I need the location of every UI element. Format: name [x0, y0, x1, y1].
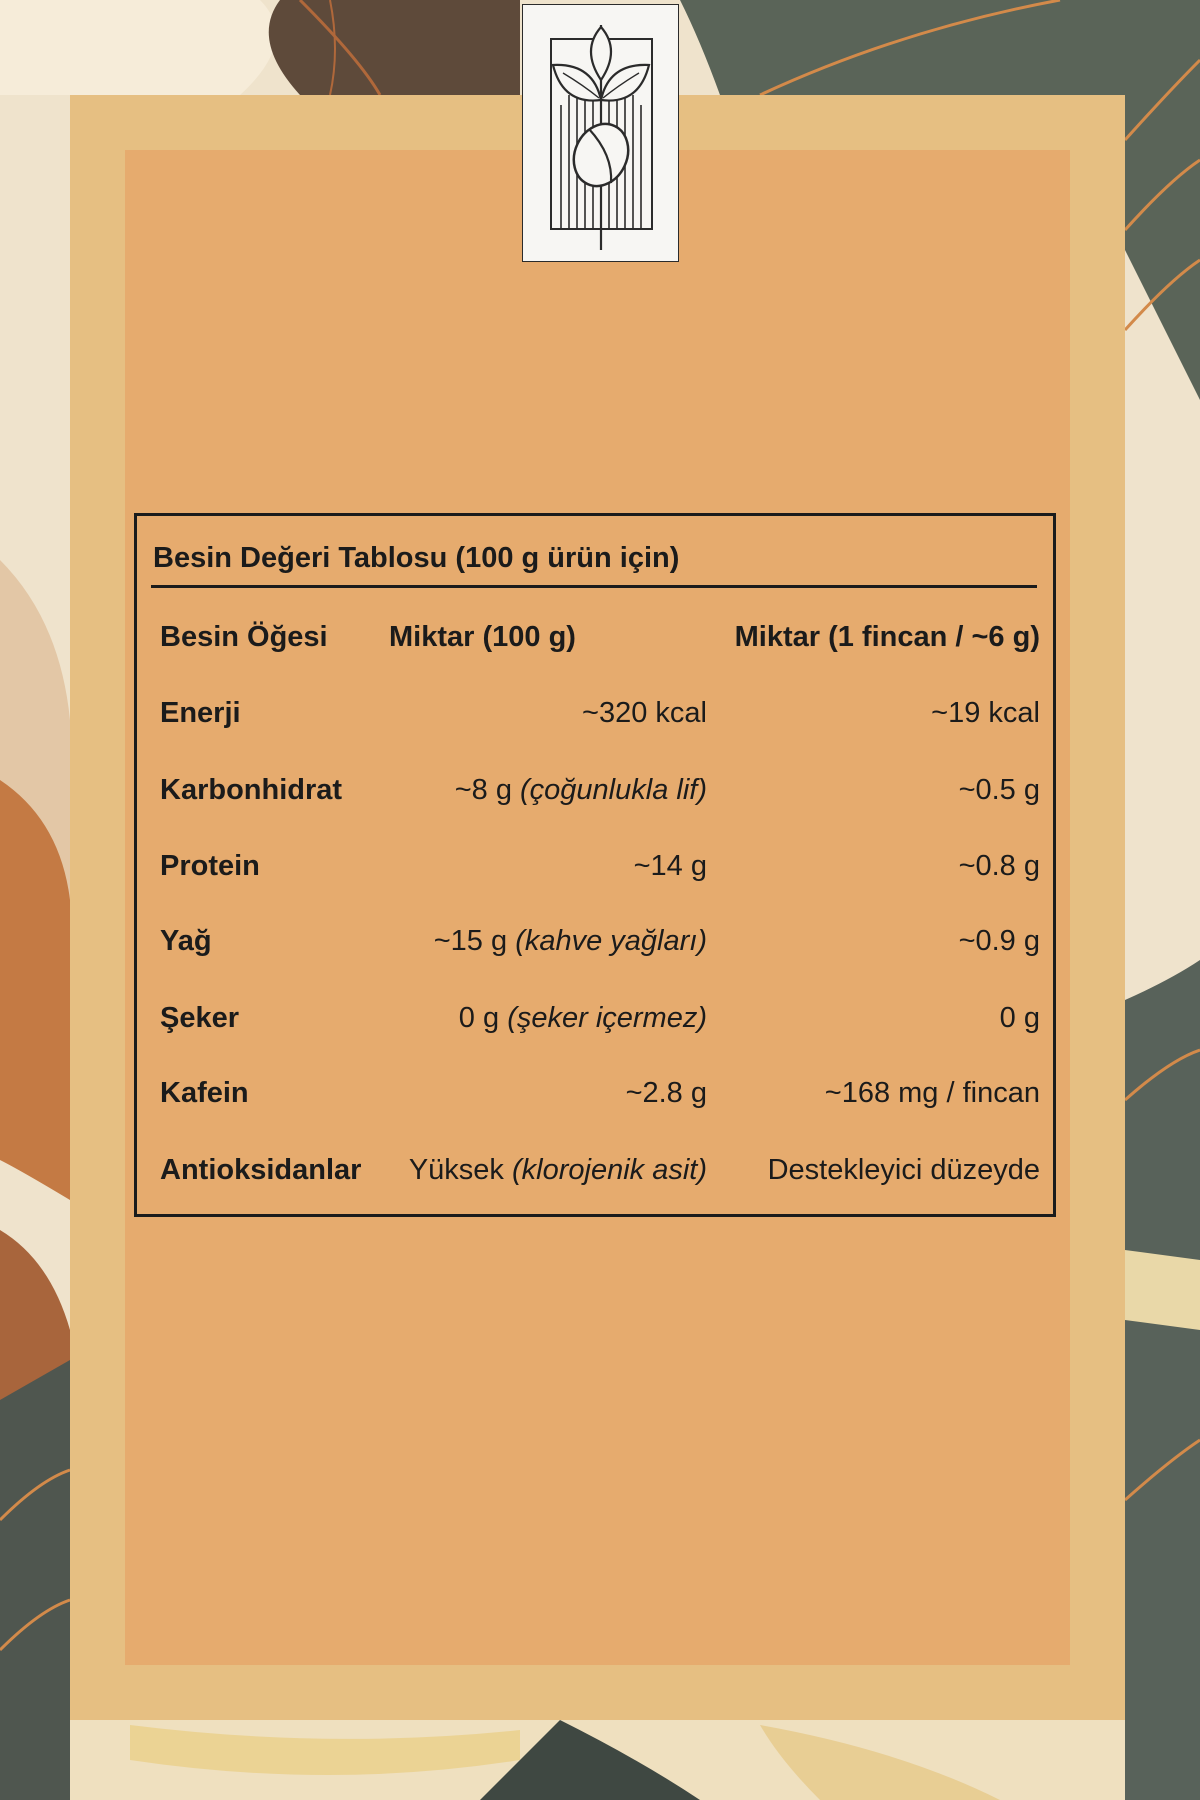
amount-100g: ~8 g (çoğunlukla lif)	[454, 774, 707, 806]
amount-note: (kahve yağları)	[515, 925, 707, 957]
nutrient-name: Antioksidanlar	[160, 1154, 362, 1186]
amount-100g: ~2.8 g	[625, 1077, 707, 1109]
amount-100g: ~320 kcal	[582, 697, 707, 729]
amount-per-cup: Destekleyici düzeyde	[767, 1154, 1040, 1186]
amount-per-cup: ~19 kcal	[931, 697, 1040, 729]
table-row	[137, 760, 1053, 820]
amount-per-cup: 0 g	[999, 1002, 1040, 1034]
amount-note: (çoğunlukla lif)	[520, 774, 707, 806]
nutrient-name: Karbonhidrat	[160, 774, 343, 806]
coffee-leaf-icon	[523, 5, 680, 263]
table-row	[137, 1063, 1053, 1123]
table-row	[137, 1140, 1053, 1200]
amount-per-cup: ~0.5 g	[958, 774, 1040, 806]
table-row	[137, 911, 1053, 971]
nutrient-name: Kafein	[160, 1077, 249, 1109]
header-nutrient: Besin Öğesi	[160, 621, 328, 653]
amount-note: (klorojenik asit)	[512, 1154, 707, 1186]
amount-per-cup: ~0.9 g	[958, 925, 1040, 957]
table-row	[137, 683, 1053, 743]
table-row	[137, 988, 1053, 1048]
header-per-cup: Miktar (1 fincan / ~6 g)	[734, 621, 1040, 653]
table-header-row	[137, 607, 1053, 667]
table-title: Besin Değeri Tablosu (100 g ürün için)	[153, 542, 680, 574]
coffee-branch-logo	[522, 4, 679, 262]
amount-per-cup: ~0.8 g	[958, 850, 1040, 882]
nutrient-name: Yağ	[160, 925, 212, 957]
title-divider	[151, 585, 1037, 588]
table-row	[137, 836, 1053, 896]
amount-100g: ~14 g	[633, 850, 707, 882]
amount-note: (şeker içermez)	[507, 1002, 707, 1034]
amount-per-cup: ~168 mg / fincan	[824, 1077, 1040, 1109]
nutrient-name: Protein	[160, 850, 260, 882]
nutrient-name: Enerji	[160, 697, 241, 729]
amount-100g: ~15 g (kahve yağları)	[433, 925, 707, 957]
header-per-100g: Miktar (100 g)	[389, 621, 576, 653]
nutrition-table	[134, 513, 1056, 1217]
amount-100g: 0 g (şeker içermez)	[458, 1002, 707, 1034]
nutrient-name: Şeker	[160, 1002, 240, 1034]
amount-100g: Yüksek (klorojenik asit)	[408, 1154, 707, 1186]
